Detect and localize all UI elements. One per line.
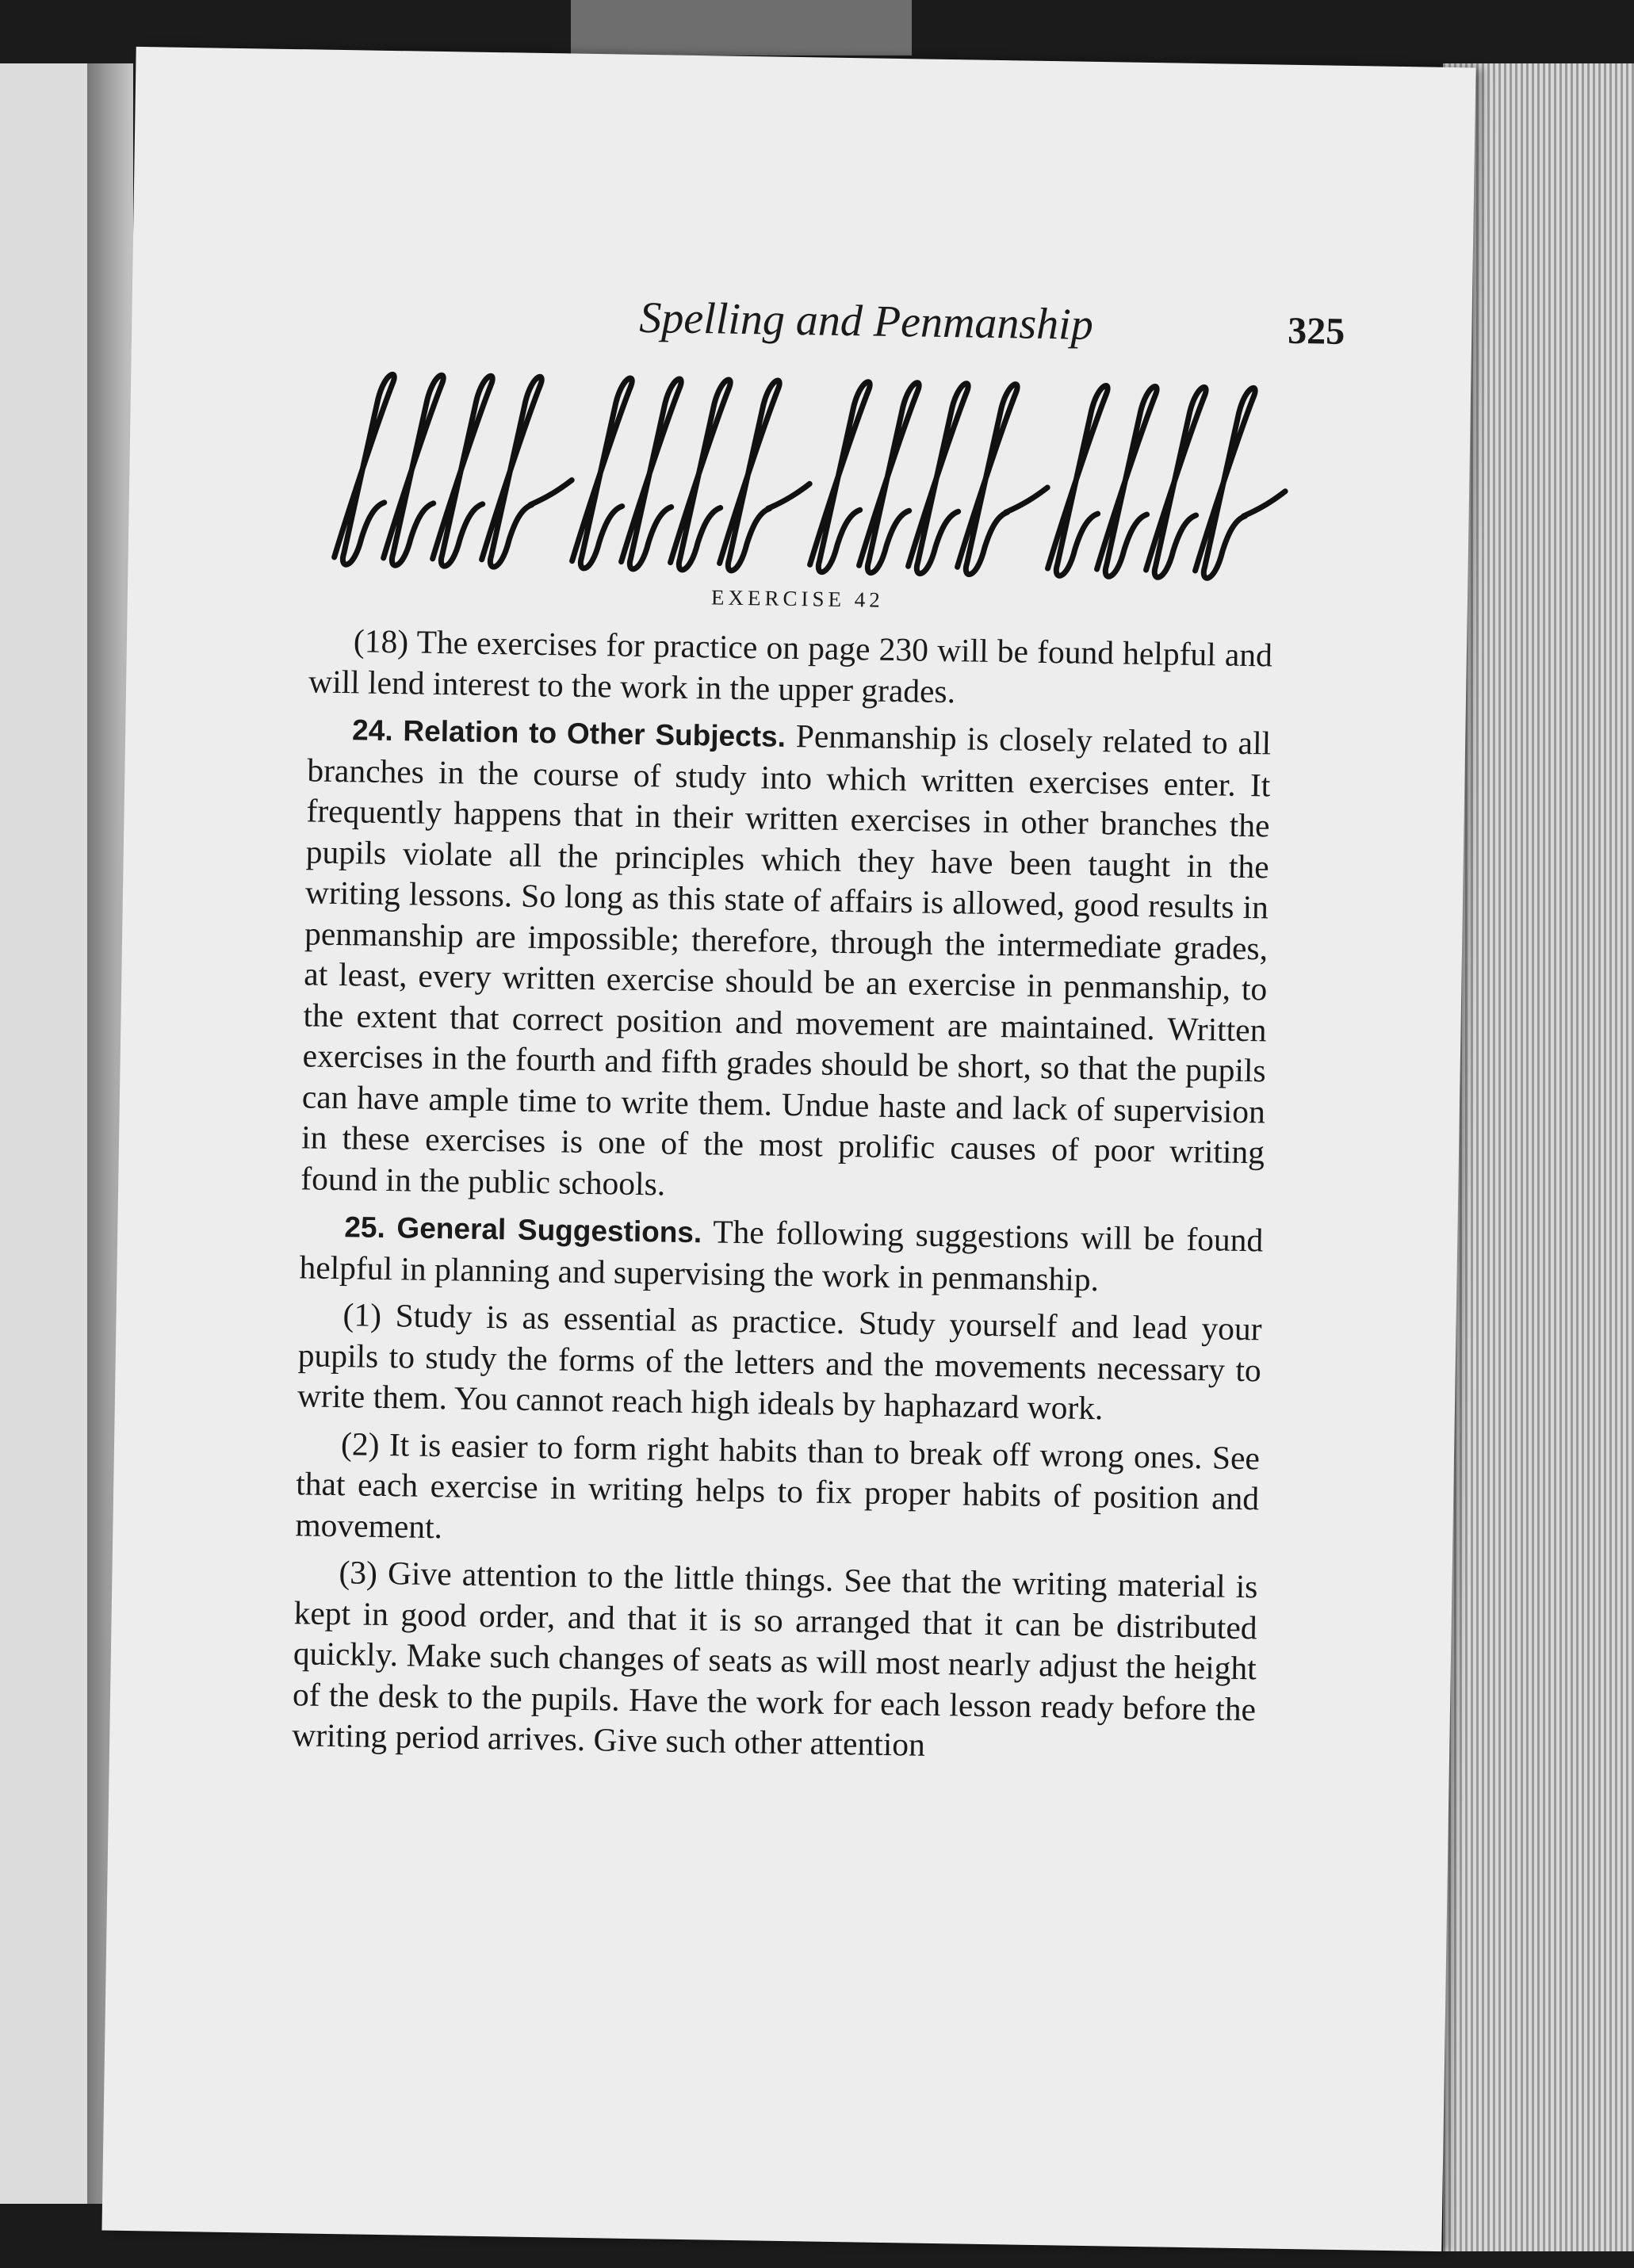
cursive-f-letter xyxy=(859,382,919,574)
cursive-f-letter xyxy=(1096,385,1157,577)
paragraph-section-25 xyxy=(299,1205,1263,1302)
cursive-f-letter xyxy=(572,377,632,569)
connecting-stroke xyxy=(1006,487,1047,513)
cursive-f-letter xyxy=(957,384,1017,576)
connecting-stroke xyxy=(530,480,572,506)
paragraph-text: (1) Study is as essential as practice. Study yourself and lead your pupils to study the forms of the letters and the movements necessary to write them. You cannot reach high ideals by haphazard work. xyxy=(297,1296,1262,1427)
cursive-f-letter xyxy=(384,374,444,566)
facing-page xyxy=(0,63,95,2204)
paragraph-suggestion-3 xyxy=(292,1551,1258,1771)
running-title: Spelling and Penmanship xyxy=(638,293,1094,350)
cursive-f-letter xyxy=(621,378,681,570)
cursive-f-letter xyxy=(809,381,870,573)
book-page xyxy=(101,47,1475,2251)
paragraph-suggestion-2 xyxy=(295,1423,1260,1561)
connecting-stroke xyxy=(768,483,809,509)
cursive-f-letter xyxy=(670,379,730,571)
cursive-f-letter xyxy=(335,373,395,565)
scan-background-top xyxy=(571,0,912,55)
paragraph-suggestion-1 xyxy=(297,1294,1262,1432)
cursive-f-letter xyxy=(1195,387,1255,579)
section-heading: 24. Relation to Other Subjects. xyxy=(351,713,786,753)
cursive-f-letter xyxy=(1047,384,1108,576)
section-heading: 25. General Suggestions. xyxy=(344,1210,702,1249)
penmanship-exercise-illustration xyxy=(318,367,1312,589)
paragraph-text: (2) It is easier to form right habits than to break off wrong ones. See that each exercise in writing helps to fix proper habits of position and movement. xyxy=(295,1425,1261,1545)
cursive-f-letter xyxy=(1146,386,1206,578)
body-text xyxy=(292,620,1272,1777)
connecting-stroke xyxy=(1244,491,1285,517)
paragraph-text: (3) Give attention to the little things. See that the writing material is kept in good order, and that it is so arranged that it can be distributed quickly. Make such changes of seats as will most nearly adjust the height of the desk to the pupils. Have the work for each lesson ready before the writing period arrives. Give such other attention xyxy=(291,1554,1258,1763)
paragraph-section-24 xyxy=(300,708,1272,1214)
exercise-caption: EXERCISE 42 xyxy=(710,585,885,612)
paragraph-text: (18) The exercises for practice on page 230 will be found helpful and will lend interest to the work in the upper grades. xyxy=(308,622,1273,709)
cursive-f-letter xyxy=(432,375,492,567)
page-number: 325 xyxy=(1287,309,1345,353)
paragraph-text: Penmanship is closely related to all branches in the course of study into which written exercises enter. It frequently happens that in their written exercises in other branches the pupils violate all the principles which they have been taught in the writing lessons. So long as this state of affairs is allowed, good results in penmanship are impossible; therefore, through the intermediate grades, at least, every written exercise should be an exercise in penmanship, to the extent that correct position and movement are maintained. Written exercises in the fourth and fifth grades should be short, so that the pupils can have ample time to write them. Undue haste and lack of supervision in these exercises is one of the most prolific causes of poor writing found in the public schools. xyxy=(300,717,1272,1203)
cursive-f-letter xyxy=(481,376,541,568)
paragraph-practice-note xyxy=(308,620,1272,717)
page-edges xyxy=(1443,63,1634,2251)
paragraph-text: The following suggestions will be found helpful in planning and supervising the work in penmanship. xyxy=(299,1213,1264,1298)
page-header xyxy=(520,291,1345,367)
cursive-f-letter xyxy=(719,380,779,572)
cursive-f-letter xyxy=(908,383,968,575)
